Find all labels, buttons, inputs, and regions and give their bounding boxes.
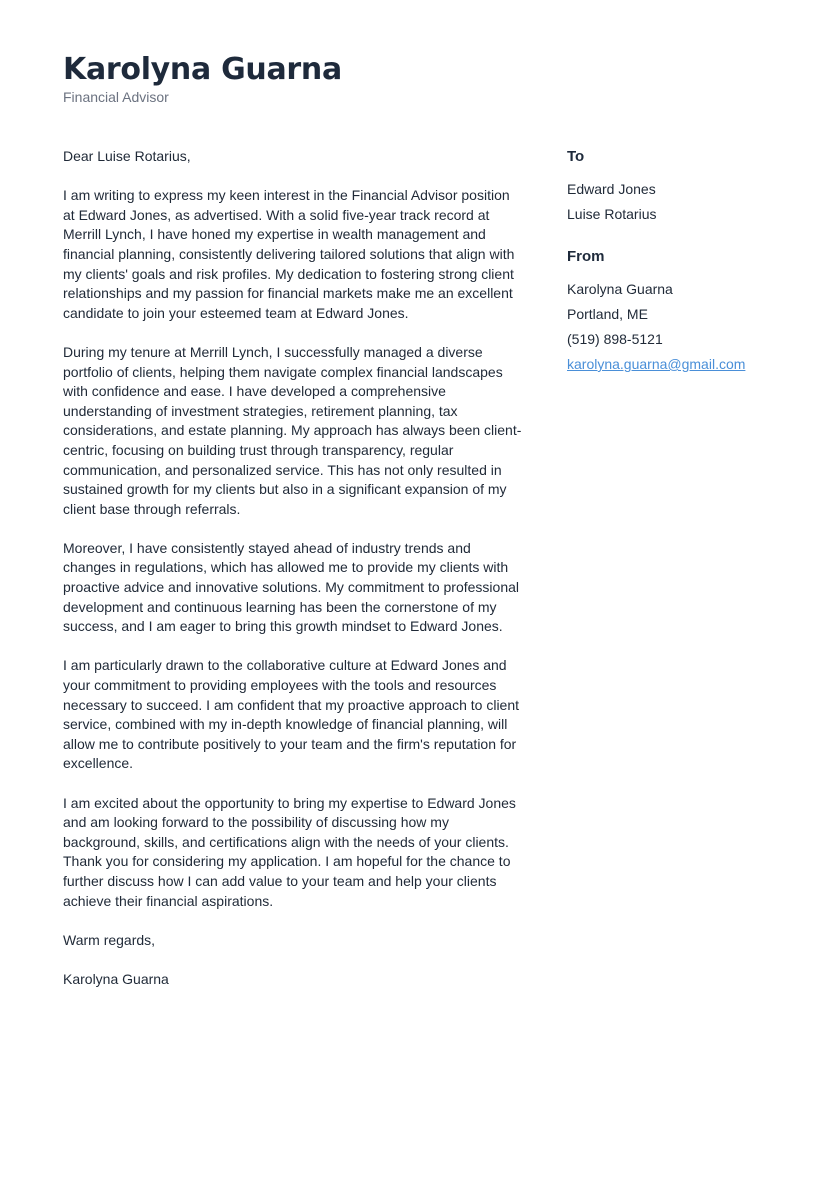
contact-sidebar <box>567 147 797 397</box>
to-company: Edward Jones <box>567 181 656 197</box>
to-heading: To <box>567 148 585 165</box>
to-recipient: Luise Rotarius <box>567 206 657 222</box>
letter-paragraph-5: I am excited about the opportunity to bring my expertise to Edward Jones and am looking forward to the possibility of discussing how my background, skills, and certifications align with the needs of your clients. Thank you for considering my application. I am hopeful for the chance to further discuss how I can add value to your team and help your clients achieve their financial aspirations. <box>63 794 516 909</box>
from-email-row <box>567 352 797 377</box>
letter-paragraph-4: I am particularly drawn to the collaborative culture at Edward Jones and your commitment to providing employees with the tools and resources necessary to succeed. I am confident that my proactive approach to client service, combined with my in-depth knowledge of financial planning, will allow me to contribute positively to your team and the firm's reputation for excellence. <box>63 657 520 772</box>
to-section <box>567 147 797 227</box>
applicant-job-title: Financial Advisor <box>63 89 169 105</box>
from-phone: (519) 898-5121 <box>567 331 663 347</box>
letter-paragraph-2: During my tenure at Merrill Lynch, I successfully managed a diverse portfolio of clients, helping them navigate complex financial landscapes with confidence and ease. I have developed a comprehensive understanding of investment strategies, retirement planning, tax considerations, and estate planning. My approach has always been client-centric, focusing on building trust through transparency, regular communication, and personalized service. This has not only resulted in sustained growth for my clients but also in a significant expansion of my client base through referrals. <box>63 343 522 517</box>
signature: Karolyna Guarna <box>63 970 169 987</box>
letter-body <box>63 147 523 1009</box>
from-location: Portland, ME <box>567 306 648 322</box>
letter-paragraph-1: I am writing to express my keen interest in the Financial Advisor position at Edward Jones, as advertised. With a solid five-year track record at Merrill Lynch, I have honed my expertise in wealth management and financial planning, consistently delivering tailored solutions that align with my clients' goals and risk profiles. My dedication to fostering strong client relationships and my passion for financial markets make me an excellent candidate to join your esteemed team at Edward Jones. <box>63 187 515 321</box>
email-link[interactable]: karolyna.guarna@gmail.com <box>567 356 746 372</box>
closing: Warm regards, <box>63 931 156 948</box>
letter-paragraph-3: Moreover, I have consistently stayed ahead of industry trends and changes in regulations, which has allowed me to provide my clients with proactive advice and innovative solutions. My commitment to professional development and continuous learning has been the cornerstone of my success, and I am eager to bring this growth mindset to Edward Jones. <box>63 539 519 635</box>
from-name: Karolyna Guarna <box>567 281 673 297</box>
from-section <box>567 247 797 377</box>
from-heading: From <box>567 248 605 265</box>
applicant-name: Karolyna Guarna <box>63 52 342 87</box>
salutation: Dear Luise Rotarius, <box>63 148 191 164</box>
header <box>63 52 342 106</box>
